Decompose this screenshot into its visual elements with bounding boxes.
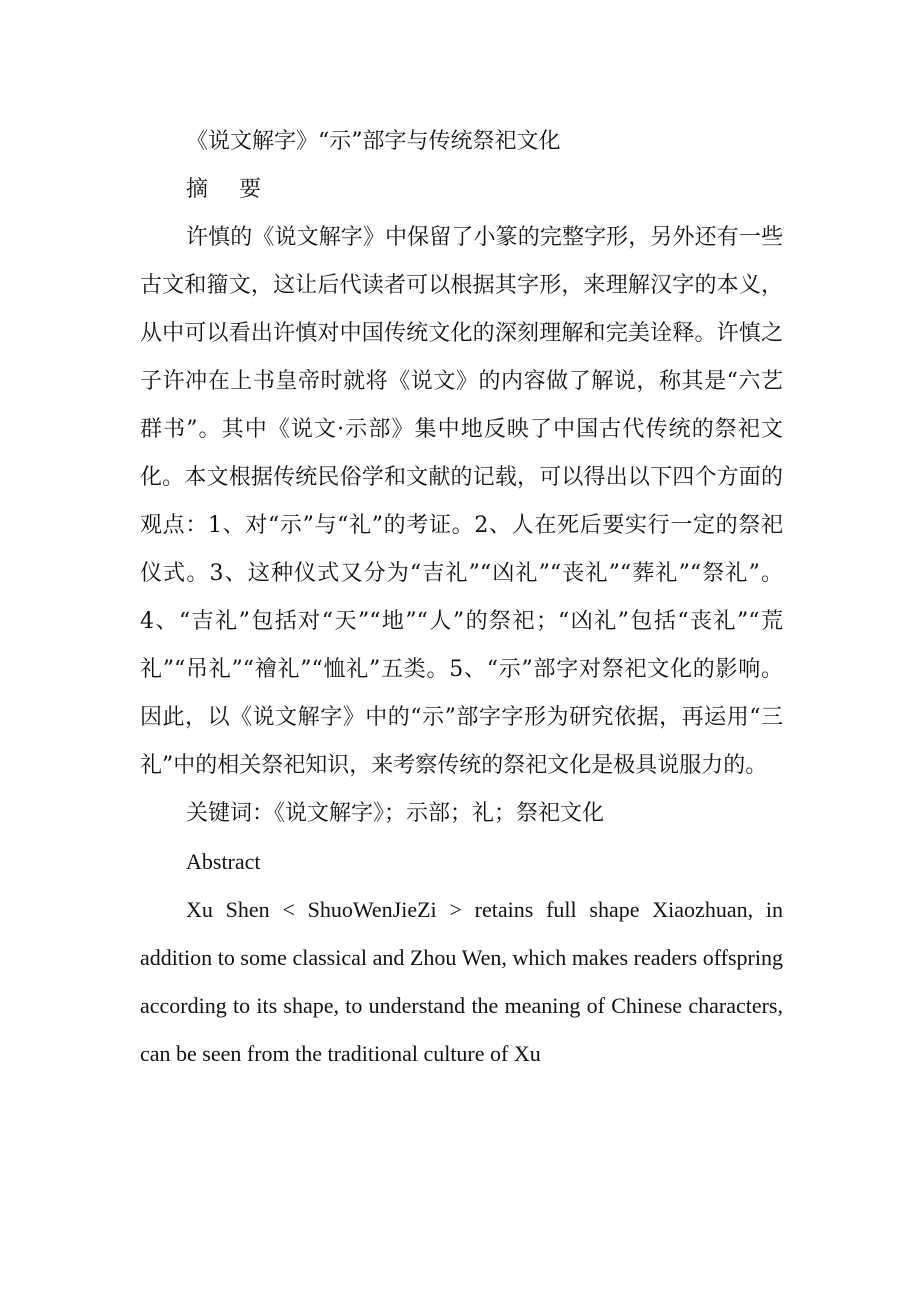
- abstract-en-body: Xu Shen < ShuoWenJieZi > retains full shape Xiaozhuan, in addition to some classical and Zhou Wen, which makes readers offspring according to its shape, to understand the meaning of Chinese characters, can be seen from the traditional culture of Xu: [140, 897, 783, 1066]
- abstract-heading: [140, 166, 783, 214]
- document-title: 《说文解字》“示”部字与传统祭祀文化: [186, 129, 561, 154]
- abstract-en-heading: Abstract: [186, 849, 261, 874]
- abstract-heading-text: 摘 要: [186, 177, 273, 202]
- document-page: [140, 118, 783, 1078]
- abstract-body: 许慎的《说文解字》中保留了小篆的完整字形，另外还有一些古文和籀文，这让后代读者可以根据其字形，来理解汉字的本义，从中可以看出许慎对中国传统文化的深刻理解和完美诠释。许慎之子许冲在上书皇帝时就将《说文》的内容做了解说，称其是“六艺群书”。其中《说文·示部》集中地反映了中国古代传统的祭祀文化。本文根据传统民俗学和文献的记载，可以得出以下四个方面的观点：1、对“示”与“礼”的考证。2、人在死后要实行一定的祭祀仪式。3、这种仪式又分为“吉礼”“凶礼”“丧礼”“葬礼”“祭礼”。4、“吉礼”包括对“天”“地”“人”的祭祀；“凶礼”包括“丧礼”“荒礼”“吊礼”“禬礼”“恤礼”五类。5、“示”部字对祭祀文化的影响。因此，以《说文解字》中的“示”部字字形为研究依据，再运用“三礼”中的相关祭祀知识，来考察传统的祭祀文化是极具说服力的。: [140, 225, 783, 778]
- keywords-line: 关键词：《说文解字》；示部；礼；祭祀文化: [186, 801, 605, 826]
